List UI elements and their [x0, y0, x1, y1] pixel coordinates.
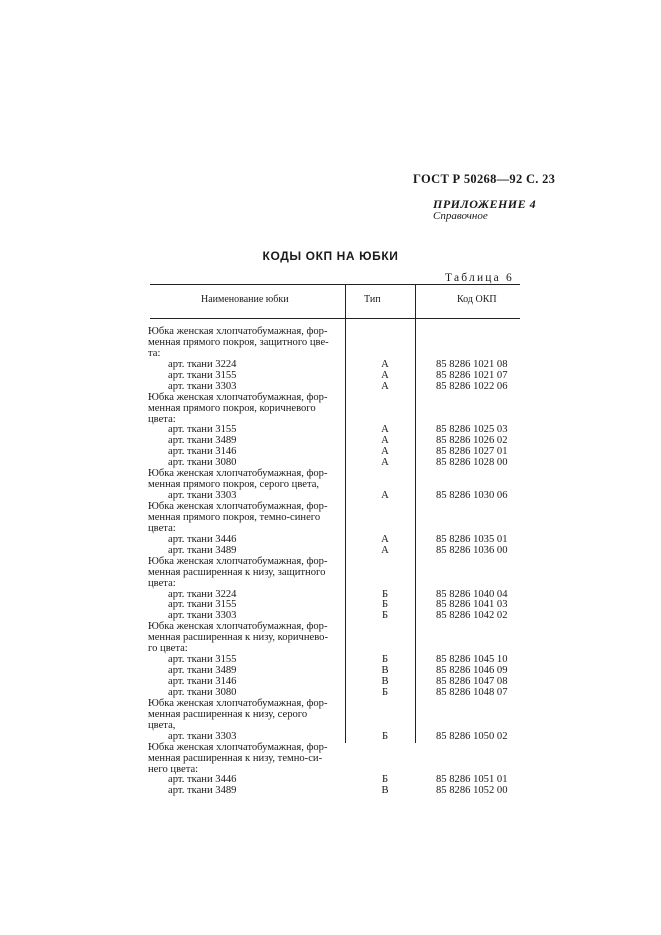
okp-code: 85 8286 1048 07	[436, 686, 508, 698]
fabric-article: арт. ткани 3155	[168, 424, 237, 436]
fabric-article: арт. ткани 3303	[168, 730, 237, 742]
okp-code: 85 8286 1051 01	[436, 774, 508, 786]
fabric-article: арт. ткани 3489	[168, 544, 237, 556]
table-row	[148, 404, 528, 415]
table-row	[148, 557, 528, 568]
fabric-article: арт. ткани 3446	[168, 533, 237, 545]
skirt-type: А	[381, 533, 389, 545]
skirt-name: цвета,	[148, 719, 176, 731]
skirt-name: него цвета:	[148, 763, 199, 775]
skirt-type: Б	[381, 654, 389, 666]
skirt-type: А	[381, 380, 389, 392]
skirt-type: А	[381, 490, 389, 502]
okp-code: 85 8286 1030 06	[436, 490, 508, 502]
skirt-name: Юбка женская хлопчатобумажная, фор-	[148, 326, 328, 337]
skirt-name: менная прямого покроя, темно-синего	[148, 511, 321, 523]
table-row	[148, 513, 528, 524]
skirt-name: менная расширенная к низу, темно-си-	[148, 752, 323, 764]
skirt-name: цвета:	[148, 522, 176, 534]
skirt-name: менная прямого покроя, серого цвета,	[148, 479, 320, 491]
skirt-name: цвета:	[148, 413, 176, 425]
table-row	[148, 382, 528, 393]
table-header-rule	[150, 318, 520, 319]
okp-code: 85 8286 1027 01	[436, 446, 508, 458]
fabric-article: арт. ткани 3080	[168, 686, 237, 698]
fabric-article: арт. ткани 3303	[168, 610, 237, 622]
fabric-article: арт. ткани 3146	[168, 446, 237, 458]
table-row	[148, 732, 528, 743]
okp-code: 85 8286 1021 08	[436, 358, 508, 370]
okp-code: 85 8286 1052 00	[436, 785, 508, 797]
skirt-name: Юбка женская хлопчатобумажная, фор-	[148, 555, 328, 567]
table-row	[148, 579, 528, 590]
okp-code: 85 8286 1045 10	[436, 654, 508, 666]
appendix-label: ПРИЛОЖЕНИЕ 4	[433, 197, 537, 211]
skirt-name: цвета:	[148, 577, 176, 589]
okp-code: 85 8286 1021 07	[436, 369, 508, 381]
fabric-article: арт. ткани 3489	[168, 785, 237, 797]
standard-reference: ГОСТ Р 50268—92 С. 23	[413, 172, 556, 186]
column-header-code: Код ОКП	[457, 294, 497, 305]
table-row	[148, 338, 528, 349]
table-row	[148, 710, 528, 721]
appendix-note: Справочное	[433, 210, 488, 222]
okp-code: 85 8286 1047 08	[436, 676, 508, 687]
okp-code: 85 8286 1046 09	[436, 665, 508, 677]
fabric-article: арт. ткани 3155	[168, 654, 237, 666]
skirt-name: менная расширенная к низу, серого	[148, 708, 308, 720]
okp-code: 85 8286 1028 00	[436, 457, 508, 469]
fabric-article: арт. ткани 3146	[168, 676, 237, 687]
skirt-name: менная расширенная к низу, коричнево-	[148, 632, 329, 644]
skirt-type: Б	[381, 610, 389, 622]
okp-code: 85 8286 1050 02	[436, 730, 508, 742]
okp-code: 85 8286 1025 03	[436, 424, 508, 436]
skirt-type: В	[381, 665, 389, 677]
column-header-name: Наименование юбки	[201, 294, 289, 305]
skirt-type: А	[381, 358, 389, 370]
skirt-name: менная прямого покроя, защитного цве-	[148, 336, 329, 348]
fabric-article: арт. ткани 3489	[168, 435, 237, 447]
skirt-name: го цвета:	[148, 643, 188, 655]
skirt-name: менная расширенная к низу, защитного	[148, 566, 326, 578]
okp-code: 85 8286 1036 00	[436, 544, 508, 556]
okp-code: 85 8286 1040 04	[436, 588, 508, 600]
okp-code: 85 8286 1035 01	[436, 533, 508, 545]
table-row	[148, 743, 528, 754]
fabric-article: арт. ткани 3303	[168, 490, 237, 502]
okp-code: 85 8286 1041 03	[436, 599, 508, 611]
skirt-type: Б	[381, 774, 389, 786]
skirt-name: Юбка женская хлопчатобумажная, фор-	[148, 697, 328, 709]
skirt-type: А	[381, 435, 389, 447]
table-label: Таблица 6	[445, 272, 514, 284]
fabric-article: арт. ткани 3155	[168, 599, 237, 611]
skirt-name: Юбка женская хлопчатобумажная, фор-	[148, 741, 328, 753]
skirt-type: Б	[381, 588, 389, 600]
skirt-type: Б	[381, 686, 389, 698]
okp-code: 85 8286 1042 02	[436, 610, 508, 622]
fabric-article: арт. ткани 3224	[168, 588, 237, 600]
okp-code: 85 8286 1026 02	[436, 435, 508, 447]
table-row	[148, 633, 528, 644]
skirt-type: В	[381, 785, 389, 797]
column-header-type: Тип	[364, 294, 381, 305]
skirt-name: Юбка женская хлопчатобумажная, фор-	[148, 621, 328, 633]
table-body	[148, 327, 528, 797]
skirt-name: та:	[148, 347, 161, 359]
skirt-name: Юбка женская хлопчатобумажная, фор-	[148, 468, 328, 480]
fabric-article: арт. ткани 3155	[168, 369, 237, 381]
table-row	[148, 786, 528, 797]
skirt-type: Б	[381, 599, 389, 611]
fabric-article: арт. ткани 3489	[168, 665, 237, 677]
fabric-article: арт. ткани 3446	[168, 774, 237, 786]
table-row	[148, 568, 528, 579]
page-title: КОДЫ ОКП НА ЮБКИ	[262, 249, 399, 263]
skirt-type: А	[381, 544, 389, 556]
skirt-name: Юбка женская хлопчатобумажная, фор-	[148, 391, 328, 403]
skirt-name: Юбка женская хлопчатобумажная, фор-	[148, 501, 328, 512]
okp-code: 85 8286 1022 06	[436, 380, 508, 392]
skirt-type: А	[381, 424, 389, 436]
table-row	[148, 754, 528, 765]
table-row	[148, 393, 528, 404]
fabric-article: арт. ткани 3224	[168, 358, 237, 370]
skirt-type: А	[381, 457, 389, 469]
skirt-name: менная прямого покроя, коричневого	[148, 402, 316, 414]
table-top-rule	[150, 284, 520, 285]
skirt-type: В	[381, 676, 389, 687]
skirt-type: Б	[381, 730, 389, 742]
fabric-article: арт. ткани 3303	[168, 380, 237, 392]
skirt-type: А	[381, 446, 389, 458]
skirt-type: А	[381, 369, 389, 381]
fabric-article: арт. ткани 3080	[168, 457, 237, 469]
